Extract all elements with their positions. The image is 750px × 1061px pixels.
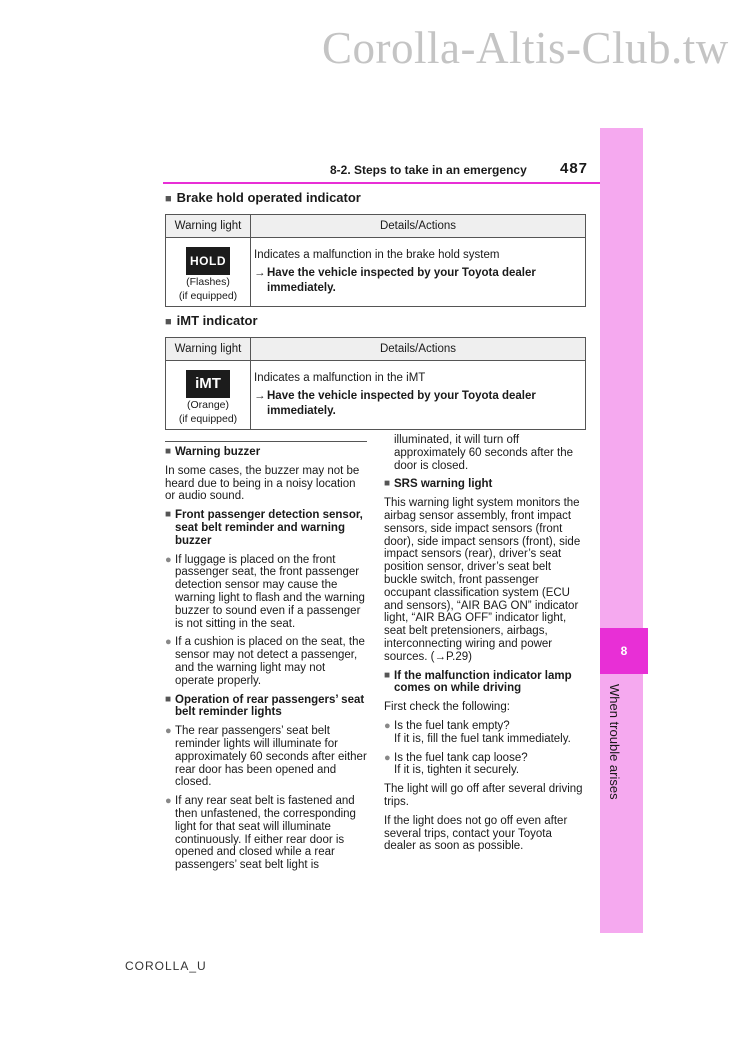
front-passenger-heading: ■ Front passenger detection sensor, seat belt reminder and warning buzzer [165,509,363,547]
action-line [254,389,585,419]
light-note: (Flashes) [186,276,230,288]
col-header-warning-light: Warning light [166,215,251,238]
rear-passenger-heading: ■ Operation of rear passengers’ seat belt reminder lights [165,693,365,719]
light-note: (if equipped) [178,413,238,425]
section-header: 8-2. Steps to take in an emergency [330,163,527,177]
list-item: ● Is the fuel tank cap loose? If it is, tighten it securely. [384,751,528,777]
light-note: (if equipped) [178,290,238,302]
table-header-row [166,215,586,238]
bullet-dot-icon: ● [165,553,172,566]
page-number: 487 [560,160,589,177]
col-header-warning-light: Warning light [166,338,251,361]
bullet-dot-icon: ● [165,636,172,649]
action-text: Have the vehicle inspected by your Toyota dealer immediately. [267,390,536,417]
chapter-title: When trouble arises [607,684,622,800]
continuation-text: illuminated, it will turn off approximately 60 seconds after the door is closed. [394,434,573,472]
action-text: Have the vehicle inspected by your Toyota dealer immediately. [267,267,536,294]
square-bullet-icon: ■ [165,693,172,705]
footer-model-code: COROLLA_U [125,959,207,973]
col-header-details: Details/Actions [251,215,586,238]
imt-table [165,337,586,430]
left-column [165,446,367,878]
watermark: Corolla-Altis-Club.tw [322,23,729,73]
details-cell [251,361,586,430]
header-rule [163,182,600,184]
bullet-dot-icon: ● [384,719,391,732]
col-header-details: Details/Actions [251,338,586,361]
srs-heading: ■ SRS warning light [384,478,493,491]
light-note: (Orange) [186,399,229,411]
first-check-text: First check the following: [384,701,510,714]
bullet-dot-icon: ● [165,795,172,808]
light-off-text: The light will go off after several driving trips. [384,783,583,808]
table-row [166,238,586,307]
chapter-number-badge[interactable]: 8 [600,628,648,674]
right-column [384,434,586,859]
column-divider [165,441,367,442]
arrow-icon: → [254,267,266,279]
srs-text: This warning light system monitors the airbag sensor assembly, front impact sensors, side impact sensors (front door), side impact sensors (front), side impact sensors (rear), driver’s seat position sensor, driver’s seat belt buckle switch, front passenger occupant classification system (ECU and sensors), “AIR BAG ON” indicator light, “AIR BAG OFF” indicator light, seat belt pretensioners, airbags, interconnecting wiring and power sources. (→P.29) [384,497,581,663]
contact-dealer-text: If the light does not go off even after several trips, contact your Toyota dealer as soon as possible. [384,814,568,853]
warning-light-cell [166,361,251,430]
detail-text: Indicates a malfunction in the iMT [254,372,426,384]
action-line [254,266,585,296]
list-item: ● If luggage is placed on the front passenger seat, the front passenger detection sensor may cause the warning light to flash and the warning buzzer to sound even if a passenger is not sitting in the seat. [165,553,365,630]
list-item: ● Is the fuel tank empty? If it is, fill the fuel tank immediately. [384,719,571,745]
square-bullet-icon: ■ [165,509,172,521]
list-item: ● If any rear seat belt is fastened and then unfastened, the corresponding light for that seat will illuminate continuously. If either rear door is opened and closed while a rear passengers’ seat belt light is [165,795,356,872]
chapter-side-tab[interactable] [600,128,643,933]
warning-buzzer-text: In some cases, the buzzer may not be heard due to being in a noisy location or audio sound. [165,464,360,503]
brake-hold-table [165,214,586,307]
list-item: ● The rear passengers’ seat belt reminder lights will illuminate for approximately 60 seconds after either rear door has been opened and closed. [165,725,367,789]
detail-text: Indicates a malfunction in the brake hold system [254,249,500,261]
square-bullet-icon: ■ [165,193,172,205]
square-bullet-icon: ■ [384,669,391,681]
arrow-icon: → [254,390,266,402]
table-header-row [166,338,586,361]
malfunction-heading: ■ If the malfunction indicator lamp comes on while driving [384,669,572,695]
imt-heading: ■ iMT indicator [165,313,258,328]
warning-buzzer-heading: ■ Warning buzzer [165,446,261,458]
list-item: ● If a cushion is placed on the seat, the sensor may not detect a passenger, and the warning light may not operate properly. [165,636,365,687]
square-bullet-icon: ■ [384,478,391,490]
table-row [166,361,586,430]
bullet-dot-icon: ● [384,751,391,764]
imt-lamp-icon: iMT [186,370,230,398]
brake-hold-heading: ■ Brake hold operated indicator [165,190,361,205]
bullet-dot-icon: ● [165,725,172,738]
square-bullet-icon: ■ [165,446,172,457]
warning-light-cell [166,238,251,307]
hold-lamp-icon: HOLD [186,247,230,275]
square-bullet-icon: ■ [165,316,172,328]
details-cell [251,238,586,307]
